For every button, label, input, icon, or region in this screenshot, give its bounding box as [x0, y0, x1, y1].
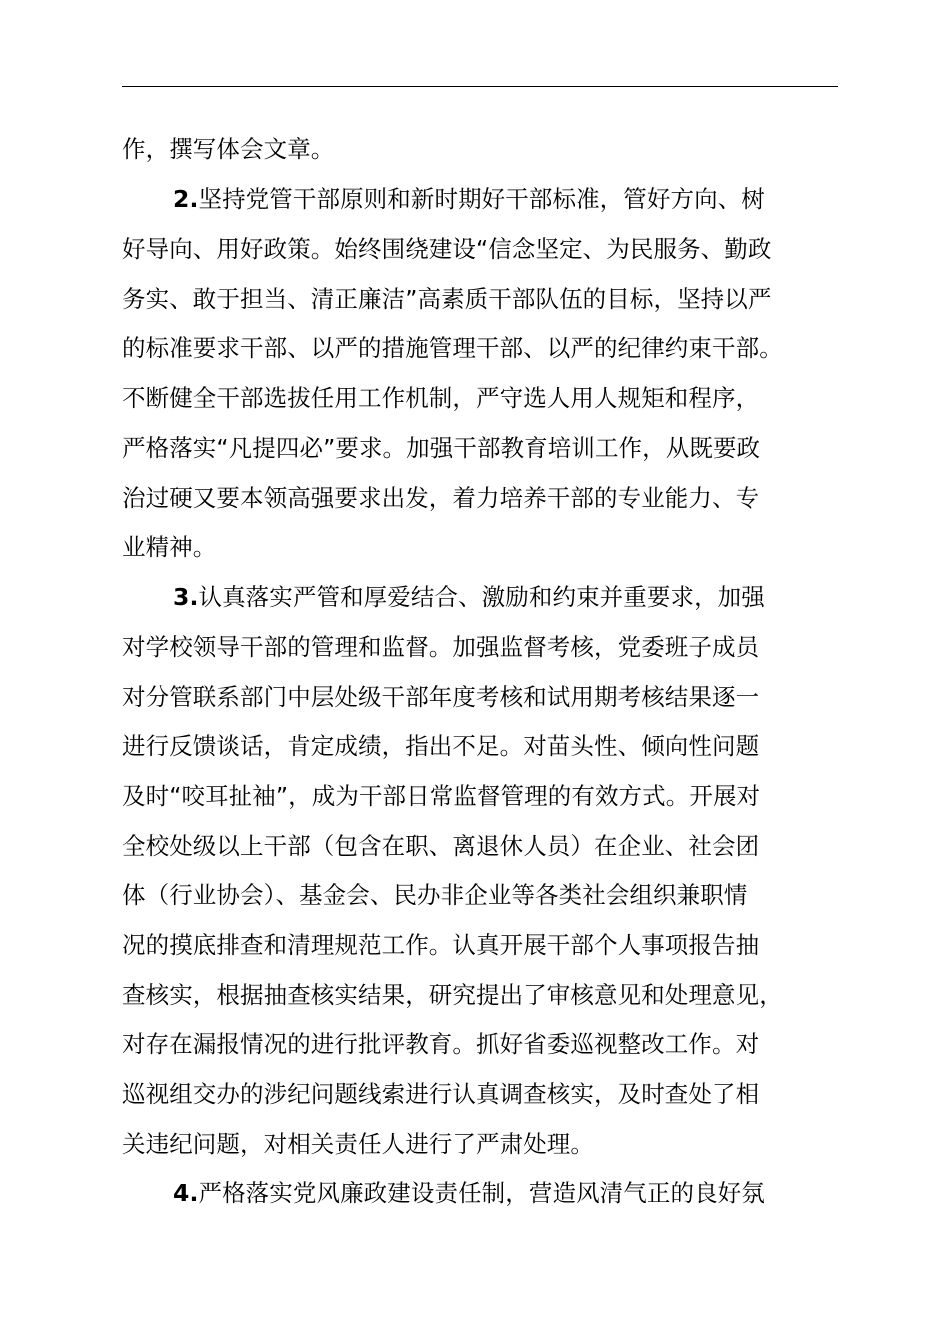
text-line: 严格落实党风廉政建设责任制，营造风清气正的良好氛 — [198, 1179, 765, 1207]
text-line: 及时“咬耳扯袖”，成为干部日常监督管理的有效方式。开展对 — [122, 782, 761, 810]
paragraph-number: 2. — [173, 185, 199, 213]
text-line: 作，撰写体会文章。 — [122, 135, 335, 163]
text-line: 关违纪问题，对相关责任人进行了严肃处理。 — [122, 1130, 594, 1158]
text-line: 对存在漏报情况的进行批评教育。抓好省委巡视整改工作。对 — [122, 1030, 760, 1058]
paragraph-number: 4. — [173, 1179, 199, 1207]
text-line: 对学校领导干部的管理和监督。加强监督考核，党委班子成员 — [122, 633, 760, 661]
text-line: 不断健全干部选拔任用工作机制，严守选人用人规矩和程序， — [122, 384, 760, 412]
text-line: 进行反馈谈话，肯定成绩，指出不足。对苗头性、倾向性问题 — [122, 732, 760, 760]
text-line: 的标准要求干部、以严的措施管理干部、以严的纪律约束干部。 — [122, 334, 783, 362]
text-line: 治过硬又要本领高强要求出发，着力培养干部的专业能力、专 — [122, 484, 760, 512]
text-line: 坚持党管干部原则和新时期好干部标准，管好方向、树 — [198, 185, 765, 213]
paragraph-4-first-line — [173, 1168, 765, 1218]
text-line: 巡视组交办的涉纪问题线索进行认真调查核实，及时查处了相 — [122, 1080, 760, 1108]
text-line: 对分管联系部门中层处级干部年度考核和试用期考核结果逐一 — [122, 683, 760, 711]
text-line: 严格落实“凡提四必”要求。加强干部教育培训工作，从既要政 — [122, 434, 761, 462]
text-line: 况的摸底排查和清理规范工作。认真开展干部个人事项报告抽 — [122, 931, 760, 959]
text-line: 全校处级以上干部（包含在职、离退休人员）在企业、社会团 — [122, 832, 760, 860]
paragraph-number: 3. — [173, 583, 199, 611]
text-line: 务实、敢于担当、清正廉洁”高素质干部队伍的目标，坚持以严 — [122, 285, 772, 313]
paragraph-3-first-line — [173, 572, 765, 622]
header-rule — [122, 86, 838, 87]
text-line: 业精神。 — [122, 533, 217, 561]
text-line: 认真落实严管和厚爱结合、激励和约束并重要求，加强 — [198, 583, 765, 611]
text-line: 查核实，根据抽查核实结果，研究提出了审核意见和处理意见， — [122, 981, 783, 1009]
paragraph-2-first-line — [173, 174, 765, 224]
text-line: 好导向、用好政策。始终围绕建设“信念坚定、为民服务、勤政 — [122, 235, 772, 263]
text-line: 体（行业协会）、基金会、民办非企业等各类社会组织兼职情 — [122, 881, 748, 909]
